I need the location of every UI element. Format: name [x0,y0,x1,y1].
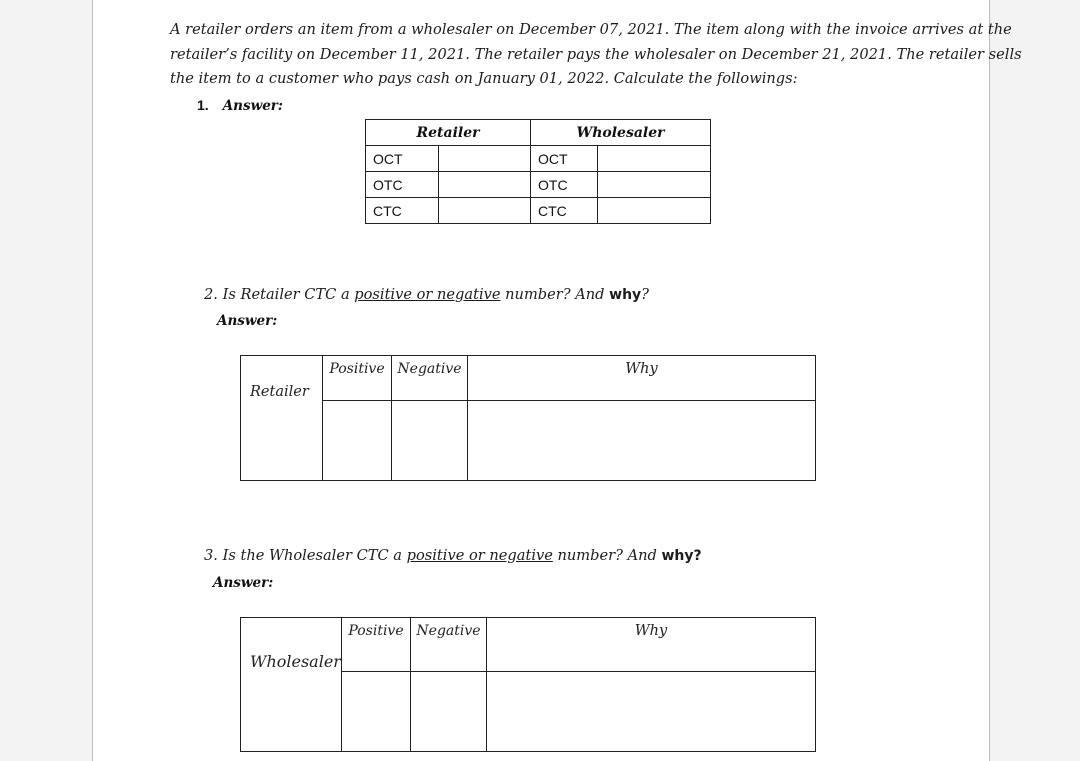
wholesaler-negative-header [411,618,487,672]
table-row [366,146,711,172]
wholesaler-oct-value[interactable] [598,146,711,172]
question-2-text [204,286,649,303]
wholesaler-otc-label: OTC [531,172,598,198]
retailer-positive-answer[interactable] [323,400,392,480]
wholesaler-ctc-label: CTC [531,198,598,224]
retailer-oct-value[interactable] [439,146,531,172]
retailer-oct-label: OCT [366,146,439,172]
question-3-middle: number? And [552,547,662,564]
retailer-why-header [468,356,816,401]
table-row [366,198,711,224]
positive-label: Positive [348,623,404,639]
retailer-ctc-table-header [241,356,816,401]
retailer-otc-value[interactable] [439,172,531,198]
why-label: Why [634,623,668,639]
wholesaler-row-label-cell [241,618,342,672]
retailer-ctc-table [240,355,816,481]
problem-line-3: the item to a customer who pays cash on January 01, 2022. Calculate the followings: [170,70,798,87]
table-row [366,172,711,198]
wholesaler-why-header [487,618,816,672]
question-1-number: 1. [197,97,209,113]
negative-label: Negative [416,623,481,639]
retailer-row-label-cell [241,356,323,401]
question-1-answer-label: Answer: [222,98,283,114]
wholesaler-ctc-table-header [241,618,816,672]
document-page [92,0,1022,761]
wholesaler-otc-value[interactable] [598,172,711,198]
problem-line-1: A retailer orders an item from a wholesaler on December 07, 2021. The item along with the invoice arrives at the [170,21,1012,38]
retailer-otc-label: OTC [366,172,439,198]
wholesaler-row-label: Wholesaler [250,652,341,671]
question-3-bold: why? [661,548,702,564]
retailer-header: Retailer [366,120,531,146]
wholesaler-positive-header [342,618,411,672]
question-3-prefix: 3. Is the Wholesaler CTC a [204,547,407,564]
cash-cycle-table [365,119,711,224]
retailer-answer-row [241,400,816,480]
wholesaler-ctc-table [240,617,816,752]
retailer-why-answer[interactable] [468,400,816,480]
question-2-bold: why [609,287,642,303]
cash-cycle-table-header [366,120,711,146]
problem-statement [170,18,1022,92]
wholesaler-ctc-value[interactable] [598,198,711,224]
wholesaler-label-continuation [241,671,342,751]
retailer-negative-answer[interactable] [392,400,468,480]
question-3-text [204,547,702,564]
negative-label: Negative [397,361,462,377]
retailer-row-label: Retailer [250,384,309,400]
retailer-ctc-value[interactable] [439,198,531,224]
retailer-negative-header [392,356,468,401]
question-2-middle: number? And [500,286,610,303]
wholesaler-negative-answer[interactable] [411,671,487,751]
question-3-underlined: positive or negative [406,547,553,564]
retailer-label-continuation [241,400,323,480]
wholesaler-oct-label: OCT [531,146,598,172]
wholesaler-why-answer[interactable] [487,671,816,751]
question-2-prefix: 2. Is Retailer CTC a [204,286,355,303]
question-2-underlined: positive or negative [354,286,501,303]
question-1-heading [197,97,283,115]
wholesaler-answer-row [241,671,816,751]
why-label: Why [625,361,658,377]
question-2-suffix: ? [641,286,649,303]
retailer-ctc-label: CTC [366,198,439,224]
wholesaler-header: Wholesaler [531,120,711,146]
positive-label: Positive [329,361,385,377]
question-3-answer-label: Answer: [213,575,274,591]
problem-line-2: retailer’s facility on December 11, 2021. The retailer pays the wholesaler on December 21, 2021. The retailer sells [170,45,1022,63]
retailer-positive-header [323,356,392,401]
question-2-answer-label: Answer: [217,313,278,329]
wholesaler-positive-answer[interactable] [342,671,411,751]
